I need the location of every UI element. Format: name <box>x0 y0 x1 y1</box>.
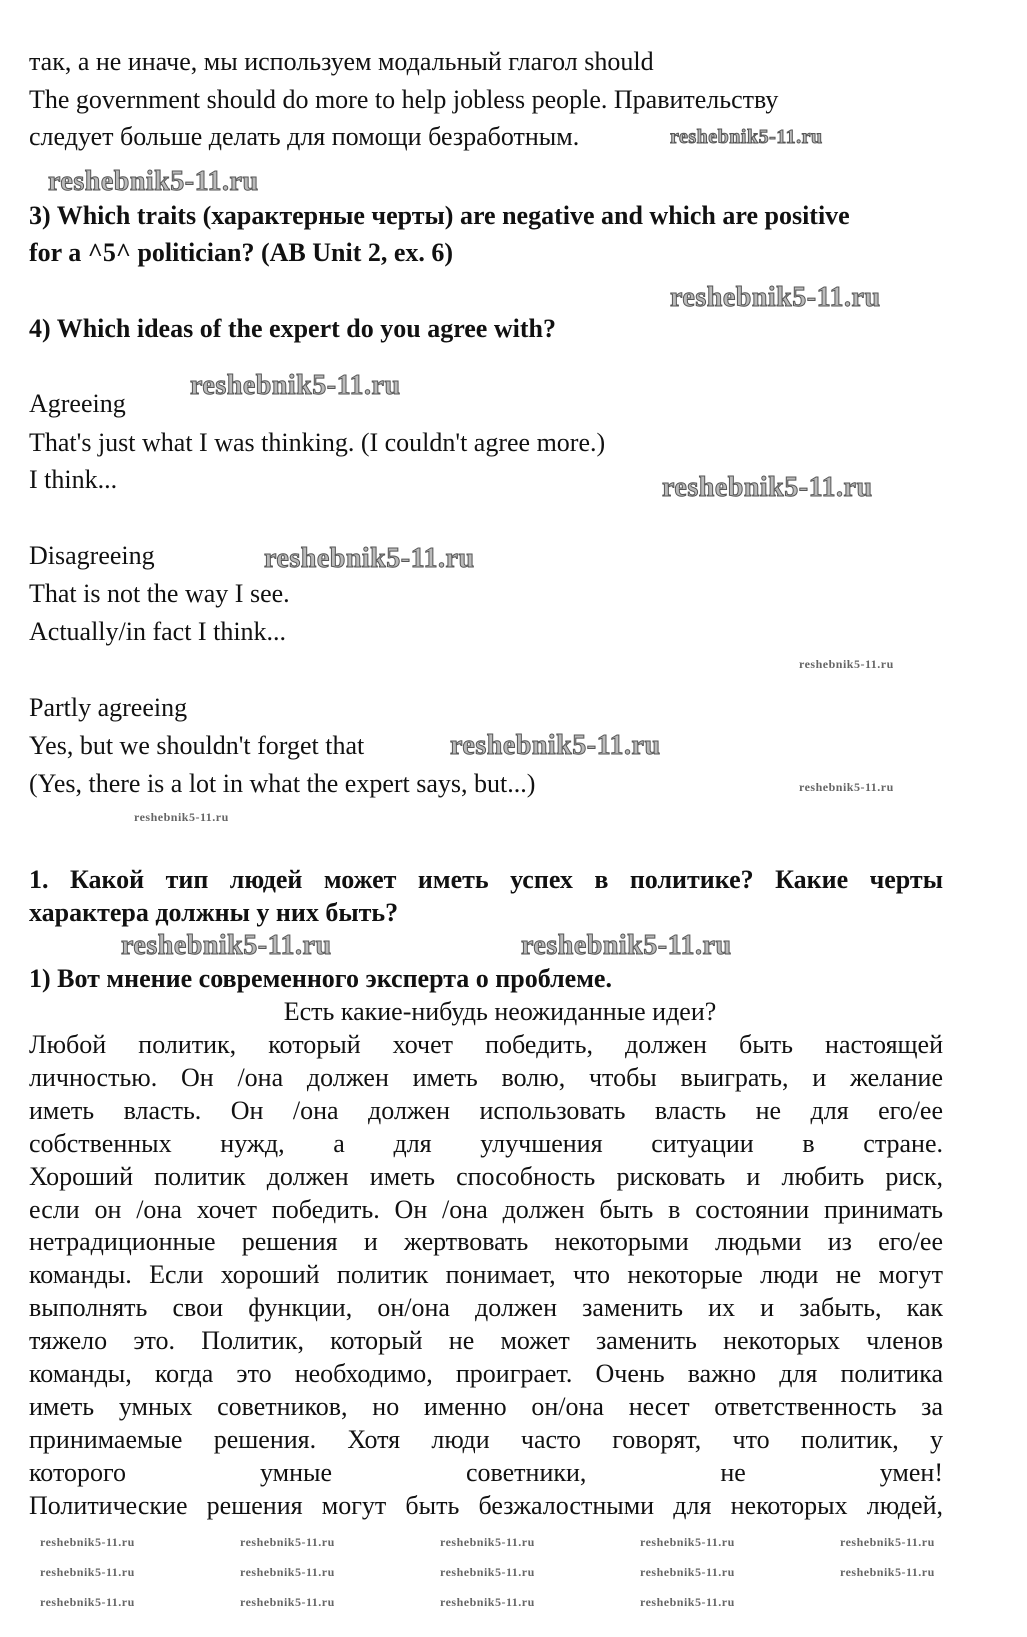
ru-heading: 1. Какой тип людей может иметь успех в политике? Какие черты <box>29 865 943 894</box>
watermark: reshebnik5-11.ru <box>799 657 894 671</box>
paragraph-line: Любой политик, который хочет победить, должен быть настоящей <box>29 1030 943 1059</box>
phrase: (Yes, there is a lot in what the expert says, but...) <box>29 769 536 798</box>
watermark: reshebnik5-11.ru <box>240 1565 335 1579</box>
question-3: for a ^5^ politician? (AB Unit 2, ex. 6) <box>29 238 454 267</box>
paragraph-line: Политические решения могут быть безжалостными для некоторых людей, <box>29 1491 943 1520</box>
watermark: reshebnik5-11.ru <box>240 1595 335 1609</box>
paragraph-line: принимаемые решения. Хотя люди часто говорят, что политик, у <box>29 1425 943 1454</box>
text-line: так, а не иначе, мы используем модальный глагол should <box>29 47 654 76</box>
question-4: 4) Which ideas of the expert do you agree with? <box>29 314 556 343</box>
watermark: reshebnik5-11.ru <box>662 472 873 503</box>
paragraph-line: Хороший политик должен иметь способность рисковать и любить риск, <box>29 1162 943 1191</box>
paragraph-line: нетрадиционные решения и жертвовать некоторыми людьми из его/ее <box>29 1227 943 1256</box>
watermark: reshebnik5-11.ru <box>640 1565 735 1579</box>
ru-centered-line: Есть какие-нибудь неожиданные идеи? <box>283 997 717 1026</box>
ru-heading: характера должны у них быть? <box>29 898 399 927</box>
phrase: Yes, but we shouldn't forget that <box>29 731 365 760</box>
paragraph-line: тяжело это. Политик, который не может заменить некоторых членов <box>29 1326 943 1355</box>
watermark: reshebnik5-11.ru <box>840 1565 935 1579</box>
phrase: Actually/in fact I think... <box>29 617 287 646</box>
watermark: reshebnik5-11.ru <box>48 166 259 197</box>
paragraph-line: команды, когда это необходимо, проиграет. Очень важно для политика <box>29 1359 943 1388</box>
phrase: That's just what I was thinking. (I couldn't agree more.) <box>29 428 606 457</box>
section-title-partly: Partly agreeing <box>29 693 188 722</box>
watermark: reshebnik5-11.ru <box>521 930 732 961</box>
watermark: reshebnik5-11.ru <box>840 1535 935 1549</box>
watermark: reshebnik5-11.ru <box>40 1535 135 1549</box>
paragraph-line: личностью. Он /она должен иметь волю, чтобы выиграть, и желание <box>29 1063 943 1092</box>
watermark: reshebnik5-11.ru <box>134 810 229 824</box>
watermark: reshebnik5-11.ru <box>264 543 475 574</box>
section-title-disagreeing: Disagreeing <box>29 541 155 570</box>
text-line: The government should do more to help jobless people. Правительству <box>29 85 779 114</box>
watermark: reshebnik5-11.ru <box>440 1595 535 1609</box>
phrase: That is not the way I see. <box>29 579 290 608</box>
paragraph-line: собственных нужд, а для улучшения ситуации в стране. <box>29 1129 943 1158</box>
watermark: reshebnik5-11.ru <box>799 780 894 794</box>
text-line: следует больше делать для помощи безработным. <box>29 122 580 151</box>
watermark: reshebnik5-11.ru <box>670 126 823 148</box>
watermark: reshebnik5-11.ru <box>640 1595 735 1609</box>
phrase: I think... <box>29 465 118 494</box>
ru-subheading: 1) Вот мнение современного эксперта о проблеме. <box>29 964 612 993</box>
question-3: 3) Which traits (характерные черты) are negative and which are positive <box>29 201 850 230</box>
watermark: reshebnik5-11.ru <box>40 1565 135 1579</box>
section-title-agreeing: Agreeing <box>29 389 126 418</box>
paragraph-line: выполнять свои функции, он/она должен заменить их и забыть, как <box>29 1293 943 1322</box>
watermark: reshebnik5-11.ru <box>40 1595 135 1609</box>
paragraph-line: если он /она хочет победить. Он /она должен быть в состоянии принимать <box>29 1195 943 1224</box>
watermark: reshebnik5-11.ru <box>450 730 661 761</box>
watermark: reshebnik5-11.ru <box>190 370 401 401</box>
paragraph-line: иметь власть. Он /она должен использовать власть не для его/ее <box>29 1096 943 1125</box>
watermark: reshebnik5-11.ru <box>440 1535 535 1549</box>
paragraph-line: которого умные советники, не умен! <box>29 1458 943 1487</box>
watermark: reshebnik5-11.ru <box>640 1535 735 1549</box>
watermark: reshebnik5-11.ru <box>440 1565 535 1579</box>
paragraph-line: иметь умных советников, но именно он/она несет ответственность за <box>29 1392 943 1421</box>
paragraph-line: команды. Если хороший политик понимает, что некоторые люди не могут <box>29 1260 943 1289</box>
watermark: reshebnik5-11.ru <box>240 1535 335 1549</box>
watermark: reshebnik5-11.ru <box>121 930 332 961</box>
watermark: reshebnik5-11.ru <box>670 282 881 313</box>
